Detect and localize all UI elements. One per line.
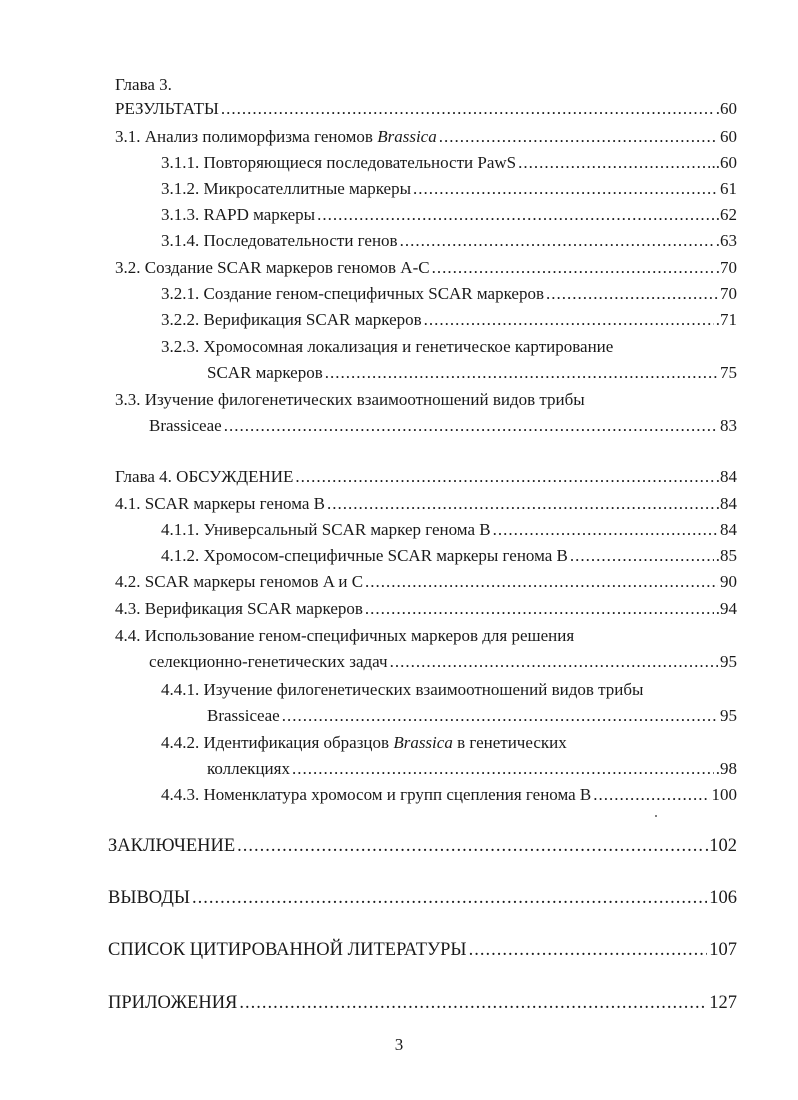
toc-entry-page: 70 (720, 284, 737, 303)
toc-entry-title: СПИСОК ЦИТИРОВАННОЙ ЛИТЕРАТУРЫ (108, 940, 467, 960)
genus-name: Brassica (393, 733, 453, 752)
leader-dots (365, 572, 718, 592)
toc-entry-3-2-3[interactable] (207, 363, 737, 383)
toc-entry-4-3[interactable] (115, 599, 737, 619)
page-number: 3 (394, 1035, 404, 1054)
toc-entry-title: Brassiceae (149, 416, 222, 435)
toc-entry-title: 3.1.4. Последовательности генов (161, 231, 398, 250)
toc-entry-title: 4.1.2. Хромосом-специфичные SCAR маркеры генома B (161, 546, 568, 565)
leader-dots (390, 652, 718, 672)
leader-dots (413, 179, 718, 199)
toc-entry-results[interactable] (115, 99, 737, 119)
toc-entry-4-1-2[interactable] (161, 546, 737, 566)
leader-dots (327, 494, 714, 514)
genus-name: Brassica (377, 127, 437, 146)
leader-dots (325, 363, 718, 383)
toc-entry-3-3-line1[interactable]: 3.3. Изучение филогенетических взаимоотношений видов трибы (115, 390, 585, 409)
toc-entry-3-1[interactable] (115, 127, 737, 147)
toc-entry-page: 106 (709, 888, 737, 908)
leader-dots (282, 706, 718, 726)
leader-dots (221, 99, 714, 119)
leader-dots (439, 127, 718, 147)
leader-dots (317, 205, 714, 225)
toc-entry-title: 3.2. Создание SCAR маркеров геномов A-C (115, 258, 430, 277)
toc-entry-title: 4.1. SCAR маркеры генома B (115, 494, 325, 513)
toc-entry-page: .98 (715, 759, 737, 778)
scan-speck (655, 815, 657, 817)
toc-entry-title: РЕЗУЛЬТАТЫ (115, 99, 219, 118)
leader-dots (593, 785, 709, 805)
toc-entry-page: .71 (715, 310, 737, 329)
toc-entry-title: 4.2. SCAR маркеры геномов A и C (115, 572, 364, 591)
toc-entry-3-2-3-line1[interactable]: 3.2.3. Хромосомная локализация и генетическое картирование (161, 337, 614, 356)
toc-entry-title: 3.1. Анализ полиморфизма геномов Brassica (115, 127, 437, 146)
toc-entry-page: .60 (715, 99, 737, 118)
toc-entry-references[interactable] (108, 940, 737, 960)
toc-entry-title: ПРИЛОЖЕНИЯ (108, 993, 238, 1013)
toc-entry-page: .84 (715, 494, 737, 513)
leader-dots (224, 416, 718, 436)
toc-entry-page: .63 (715, 231, 737, 250)
toc-entry-page: 83 (720, 416, 737, 435)
leader-dots (237, 836, 702, 856)
toc-entry-4-4-1[interactable] (207, 706, 737, 726)
leader-dots (424, 310, 714, 330)
toc-entry-title: Brassiceae (207, 706, 280, 725)
leader-dots (518, 153, 709, 173)
toc-entry-4-2[interactable] (115, 572, 737, 592)
toc-entry-page: ..60 (711, 153, 737, 172)
toc-entry-title: 3.2.2. Верификация SCAR маркеров (161, 310, 422, 329)
toc-entry-3-2[interactable] (115, 258, 737, 278)
toc-entry-3-2-2[interactable] (161, 310, 737, 330)
toc-entry-4-4-1-line1[interactable]: 4.4.1. Изучение филогенетических взаимоотношений видов трибы (161, 680, 644, 699)
toc-entry-3-1-1[interactable] (161, 153, 737, 173)
toc-entry-chapter-4[interactable] (115, 467, 737, 487)
toc-entry-page: .94 (715, 599, 737, 618)
toc-entry-page: 127 (709, 993, 737, 1013)
toc-entry-3-2-1[interactable] (161, 284, 737, 304)
toc-entry-title: SCAR маркеров (207, 363, 323, 382)
toc-entry-page: .85 (715, 546, 737, 565)
leader-dots (469, 940, 708, 960)
toc-entry-page: .102 (704, 836, 737, 856)
toc-entry-conclusion[interactable] (108, 836, 737, 856)
toc-entry-page: 61 (720, 179, 737, 198)
leader-dots (493, 520, 718, 540)
toc-entry-page: .62 (715, 205, 737, 224)
toc-entry-page: 60 (720, 127, 737, 146)
leader-dots (546, 284, 718, 304)
toc-entry-page: 84 (720, 520, 737, 539)
toc-entry-4-4-3[interactable] (161, 785, 737, 805)
toc-entry-page: 90 (720, 572, 737, 591)
leader-dots (570, 546, 714, 566)
toc-entry-title: 3.2.1. Создание геном-специфичных SCAR маркеров (161, 284, 544, 303)
toc-entry-3-1-4[interactable] (161, 231, 737, 251)
chapter-3-heading: Глава 3. (115, 75, 172, 94)
toc-entry-page: .70 (715, 258, 737, 277)
toc-entry-title: селекционно-генетических задач (149, 652, 388, 671)
toc-entry-title: коллекциях (207, 759, 290, 778)
toc-entry-4-4-2-line1[interactable]: 4.4.2. Идентификация образцов Brassica в генетических (161, 733, 567, 752)
leader-dots (292, 759, 714, 779)
toc-entry-4-1[interactable] (115, 494, 737, 514)
toc-entry-page: 95 (720, 706, 737, 725)
leader-dots (365, 599, 714, 619)
toc-entry-page: 75 (720, 363, 737, 382)
toc-entry-title: 4.4.3. Номенклатура хромосом и групп сцепления генома B (161, 785, 592, 804)
toc-entry-page: 100 (711, 785, 737, 804)
toc-entry-3-1-2[interactable] (161, 179, 737, 199)
toc-entry-4-4-2[interactable] (207, 759, 737, 779)
leader-dots (192, 888, 707, 908)
toc-entry-3-3[interactable] (149, 416, 737, 436)
leader-dots (239, 993, 707, 1013)
toc-entry-appendices[interactable] (108, 993, 737, 1013)
toc-entry-findings[interactable] (108, 888, 737, 908)
toc-entry-title: 3.1.2. Микросателлитные маркеры (161, 179, 412, 198)
toc-entry-title: 3.1.1. Повторяющиеся последовательности PawS (161, 153, 517, 172)
toc-entry-title: 3.1.3. RAPD маркеры (161, 205, 316, 224)
toc-entry-3-1-3[interactable] (161, 205, 737, 225)
toc-entry-title: ЗАКЛЮЧЕНИЕ (108, 836, 236, 856)
toc-entry-page: .84 (715, 467, 737, 486)
toc-entry-title: ВЫВОДЫ (108, 888, 191, 908)
toc-entry-title: 4.3. Верификация SCAR маркеров (115, 599, 363, 618)
toc-entry-page: 95 (720, 652, 737, 671)
toc-entry-title: Глава 4. ОБСУЖДЕНИЕ (115, 467, 294, 486)
toc-entry-4-4-line1[interactable]: 4.4. Использование геном-специфичных маркеров для решения (115, 626, 575, 645)
toc-entry-4-4[interactable] (149, 652, 737, 672)
toc-entry-page: 107 (709, 940, 737, 960)
leader-dots (400, 231, 714, 251)
leader-dots (295, 467, 713, 487)
toc-entry-title: 4.1.1. Универсальный SCAR маркер генома B (161, 520, 491, 539)
leader-dots (432, 258, 714, 278)
toc-entry-4-1-1[interactable] (161, 520, 737, 540)
